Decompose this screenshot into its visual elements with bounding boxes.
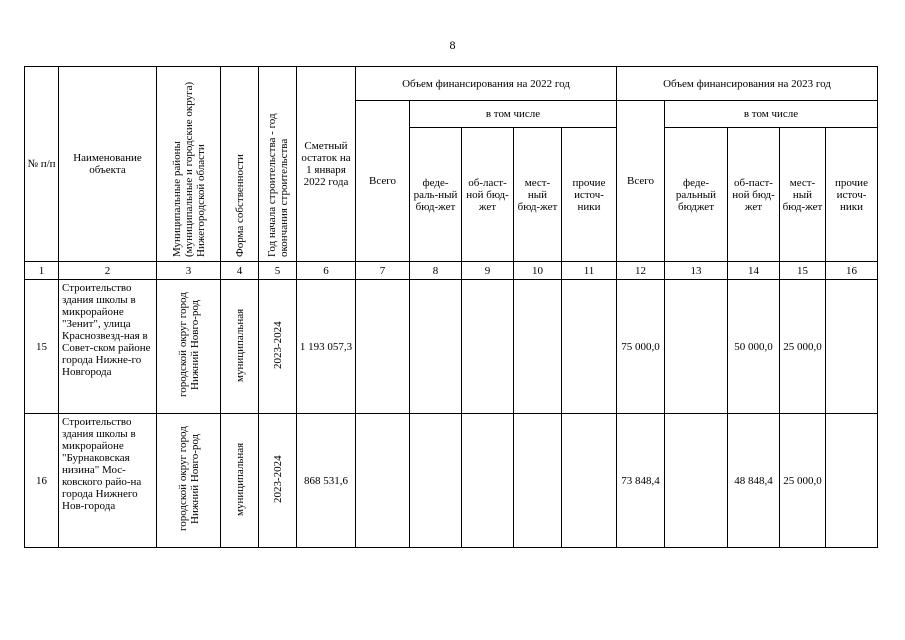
row-balance: 868 531,6	[297, 414, 356, 548]
column-number: 12	[617, 262, 665, 280]
row-balance: 1 193 057,3	[297, 280, 356, 414]
column-number: 14	[728, 262, 780, 280]
table-row	[25, 280, 878, 414]
row-total-2022	[356, 280, 410, 414]
header-name: Наименование объекта	[59, 67, 157, 262]
row-total-2022	[356, 414, 410, 548]
row-regional-2022	[462, 280, 514, 414]
column-number: 15	[780, 262, 826, 280]
row-municipality: городской округ город Нижний Новго-род	[176, 292, 201, 398]
header-ownership: Форма собственности	[233, 153, 246, 257]
header-including-2022: в том числе	[410, 101, 617, 128]
row-regional-2023: 50 000,0	[728, 280, 780, 414]
row-local-2022	[514, 280, 562, 414]
column-number: 5	[259, 262, 297, 280]
row-ownership-cell	[221, 414, 259, 548]
header-other-2023: прочие источ-ники	[826, 128, 878, 262]
row-federal-2022	[410, 414, 462, 548]
row-no: 15	[25, 280, 59, 414]
row-federal-2023	[665, 414, 728, 548]
row-no: 16	[25, 414, 59, 548]
row-total-2023: 75 000,0	[617, 280, 665, 414]
row-ownership: муниципальная	[233, 308, 246, 382]
header-group-2023: Объем финансирования на 2023 год	[617, 67, 878, 101]
row-other-2022	[562, 414, 617, 548]
row-municipality-cell	[157, 414, 221, 548]
column-number-row	[25, 262, 878, 280]
header-municipality-cell	[157, 67, 221, 262]
row-ownership-cell	[221, 280, 259, 414]
financing-table	[24, 66, 878, 548]
row-years-cell	[259, 280, 297, 414]
header-local-2023: мест-ный бюд-жет	[780, 128, 826, 262]
header-regional-2023: об-паст-ной бюд-жет	[728, 128, 780, 262]
row-local-2023: 25 000,0	[780, 280, 826, 414]
column-number: 10	[514, 262, 562, 280]
column-number: 16	[826, 262, 878, 280]
column-number: 1	[25, 262, 59, 280]
row-regional-2023: 48 848,4	[728, 414, 780, 548]
row-other-2022	[562, 280, 617, 414]
header-total-2022: Всего	[356, 101, 410, 262]
row-local-2023: 25 000,0	[780, 414, 826, 548]
header-group-2022: Объем финансирования на 2022 год	[356, 67, 617, 101]
column-number: 9	[462, 262, 514, 280]
header-other-2022: прочие источ-ники	[562, 128, 617, 262]
row-name: Строительство здания школы в микрорайоне "Бурнаковская низина" Мос-ковского райо-на города Нижнего Нов-города	[59, 414, 157, 548]
row-federal-2022	[410, 280, 462, 414]
header-federal-2023: феде-ральный бюджет	[665, 128, 728, 262]
row-federal-2023	[665, 280, 728, 414]
header-regional-2022: об-ласт-ной бюд-жет	[462, 128, 514, 262]
row-regional-2022	[462, 414, 514, 548]
row-years-cell	[259, 414, 297, 548]
table-row	[25, 414, 878, 548]
header-balance: Сметный остаток на 1 января 2022 года	[297, 67, 356, 262]
row-municipality: городской округ город Нижний Новго-род	[176, 426, 201, 532]
header-years: Год начала строительства - год окончания строительства	[265, 112, 290, 257]
column-number: 13	[665, 262, 728, 280]
row-total-2023: 73 848,4	[617, 414, 665, 548]
column-number: 3	[157, 262, 221, 280]
header-total-2023: Всего	[617, 101, 665, 262]
row-other-2023	[826, 414, 878, 548]
page-number: 8	[449, 38, 456, 52]
row-name: Строительство здания школы в микрорайоне "Зенит", улица Краснозвезд-ная в Совет-ском районе города Нижне-го Новгорода	[59, 280, 157, 414]
row-local-2022	[514, 414, 562, 548]
header-ownership-cell	[221, 67, 259, 262]
row-other-2023	[826, 280, 878, 414]
row-years: 2023-2024	[271, 321, 284, 369]
column-number: 8	[410, 262, 462, 280]
header-federal-2022: феде-раль-ный бюд-жет	[410, 128, 462, 262]
column-number: 7	[356, 262, 410, 280]
header-local-2022: мест-ный бюд-жет	[514, 128, 562, 262]
row-years: 2023-2024	[271, 455, 284, 503]
header-municipality: Муниципальные районы (муниципальные и городские округа) Нижегородской области	[170, 81, 207, 257]
column-number: 11	[562, 262, 617, 280]
column-number: 4	[221, 262, 259, 280]
header-including-2023: в том числе	[665, 101, 878, 128]
row-ownership: муниципальная	[233, 442, 246, 516]
header-years-cell	[259, 67, 297, 262]
header-no: № п/п	[25, 67, 59, 262]
row-municipality-cell	[157, 280, 221, 414]
column-number: 2	[59, 262, 157, 280]
column-number: 6	[297, 262, 356, 280]
